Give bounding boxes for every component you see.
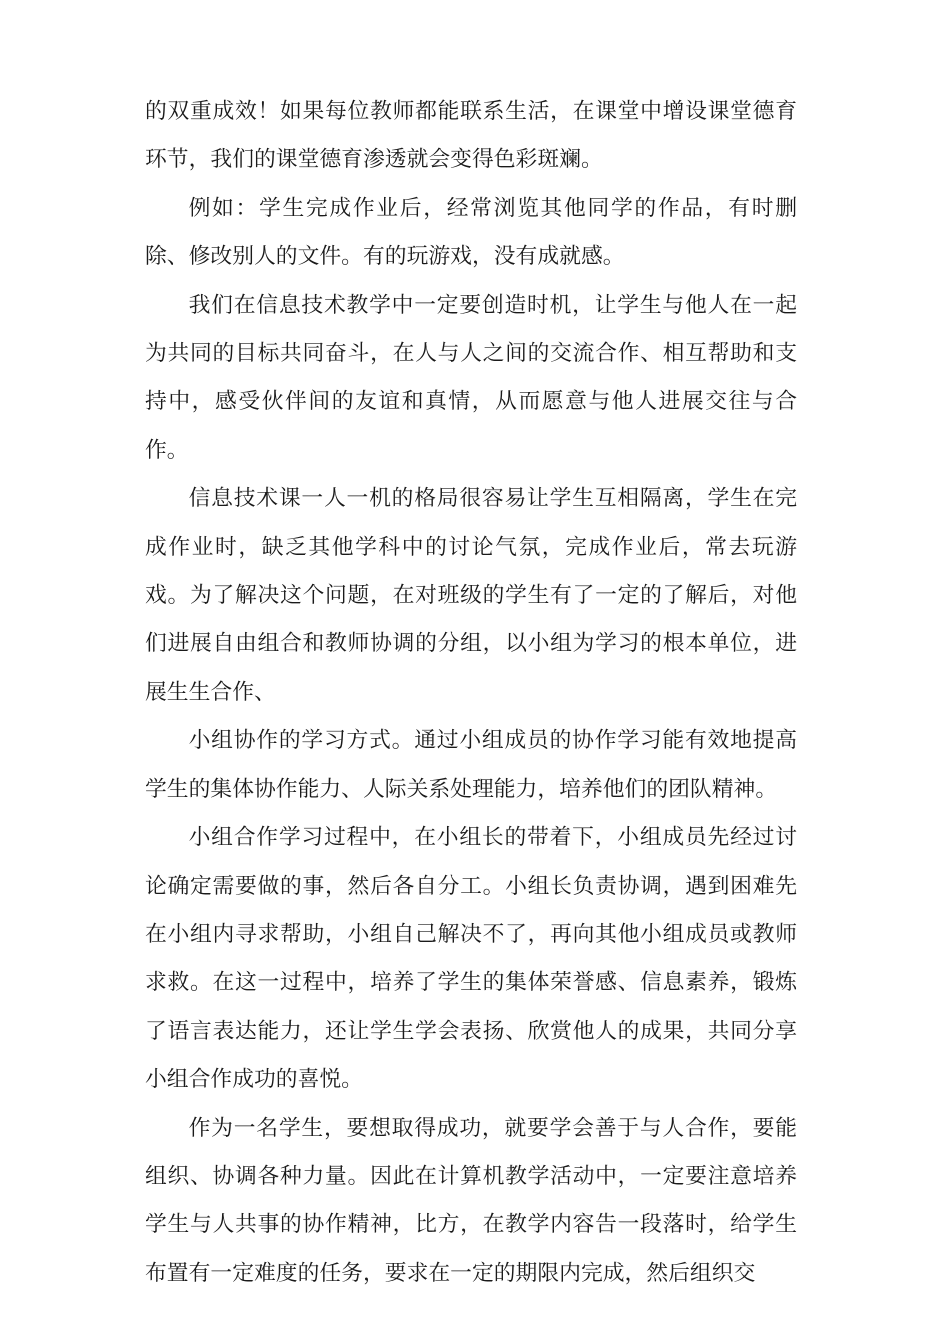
paragraph-cooperation-opportunity: 我们在信息技术教学中一定要创造时机，让学生与他人在一起为共同的目标共同奋斗，在人与人之间的交流合作、相互帮助和支持中，感受伙伴间的友谊和真情，从而愿意与他人进展交往与合作。 xyxy=(145,292,797,463)
paragraph-continuation: 的双重成效！如果每位教师都能联系生活，在课堂中增设课堂德育环节，我们的课堂德育渗透就会变得色彩斑斓。 xyxy=(145,99,797,173)
paragraph-group-learning-process: 小组合作学习过程中，在小组长的带着下，小组成员先经过讨论确定需要做的事，然后各自分工。小组长负责协调，遇到困难先在小组内寻求帮助，小组自己解决不了，再向其他小组成员或教师求救。在这一过程中，培养了学生的集体荣誉感、信息素养，锻炼了语言表达能力，还让学生学会表扬、欣赏他人的成果，共同分享小组合作成功的喜悦。 xyxy=(145,825,797,1093)
paragraph-group-collaboration: 小组协作的学习方式。通过小组成员的协作学习能有效地提高学生的集体协作能力、人际关系处理能力，培养他们的团队精神。 xyxy=(145,728,797,802)
paragraph-one-computer-per-student: 信息技术课一人一机的格局很容易让学生互相隔离，学生在完成作业时，缺乏其他学科中的讨论气氛，完成作业后，常去玩游戏。为了解决这个问题，在对班级的学生有了一定的了解后，对他们进展自由组合和教师协调的分组，以小组为学习的根本单位，进展生生合作、 xyxy=(145,486,797,705)
paragraph-example: 例如：学生完成作业后，经常浏览其他同学的作品，有时删除、修改别人的文件。有的玩游戏，没有成就感。 xyxy=(145,195,797,270)
paragraph-student-teamwork: 作为一名学生，要想取得成功，就要学会善于与人合作，要能组织、协调各种力量。因此在计算机教学活动中，一定要注意培养学生与人共事的协作精神，比方，在教学内容告一段落时，给学生布置有一定难度的任务，要求在一定的期限内完成，然后组织交 xyxy=(145,1115,797,1286)
document-body xyxy=(145,88,797,1298)
